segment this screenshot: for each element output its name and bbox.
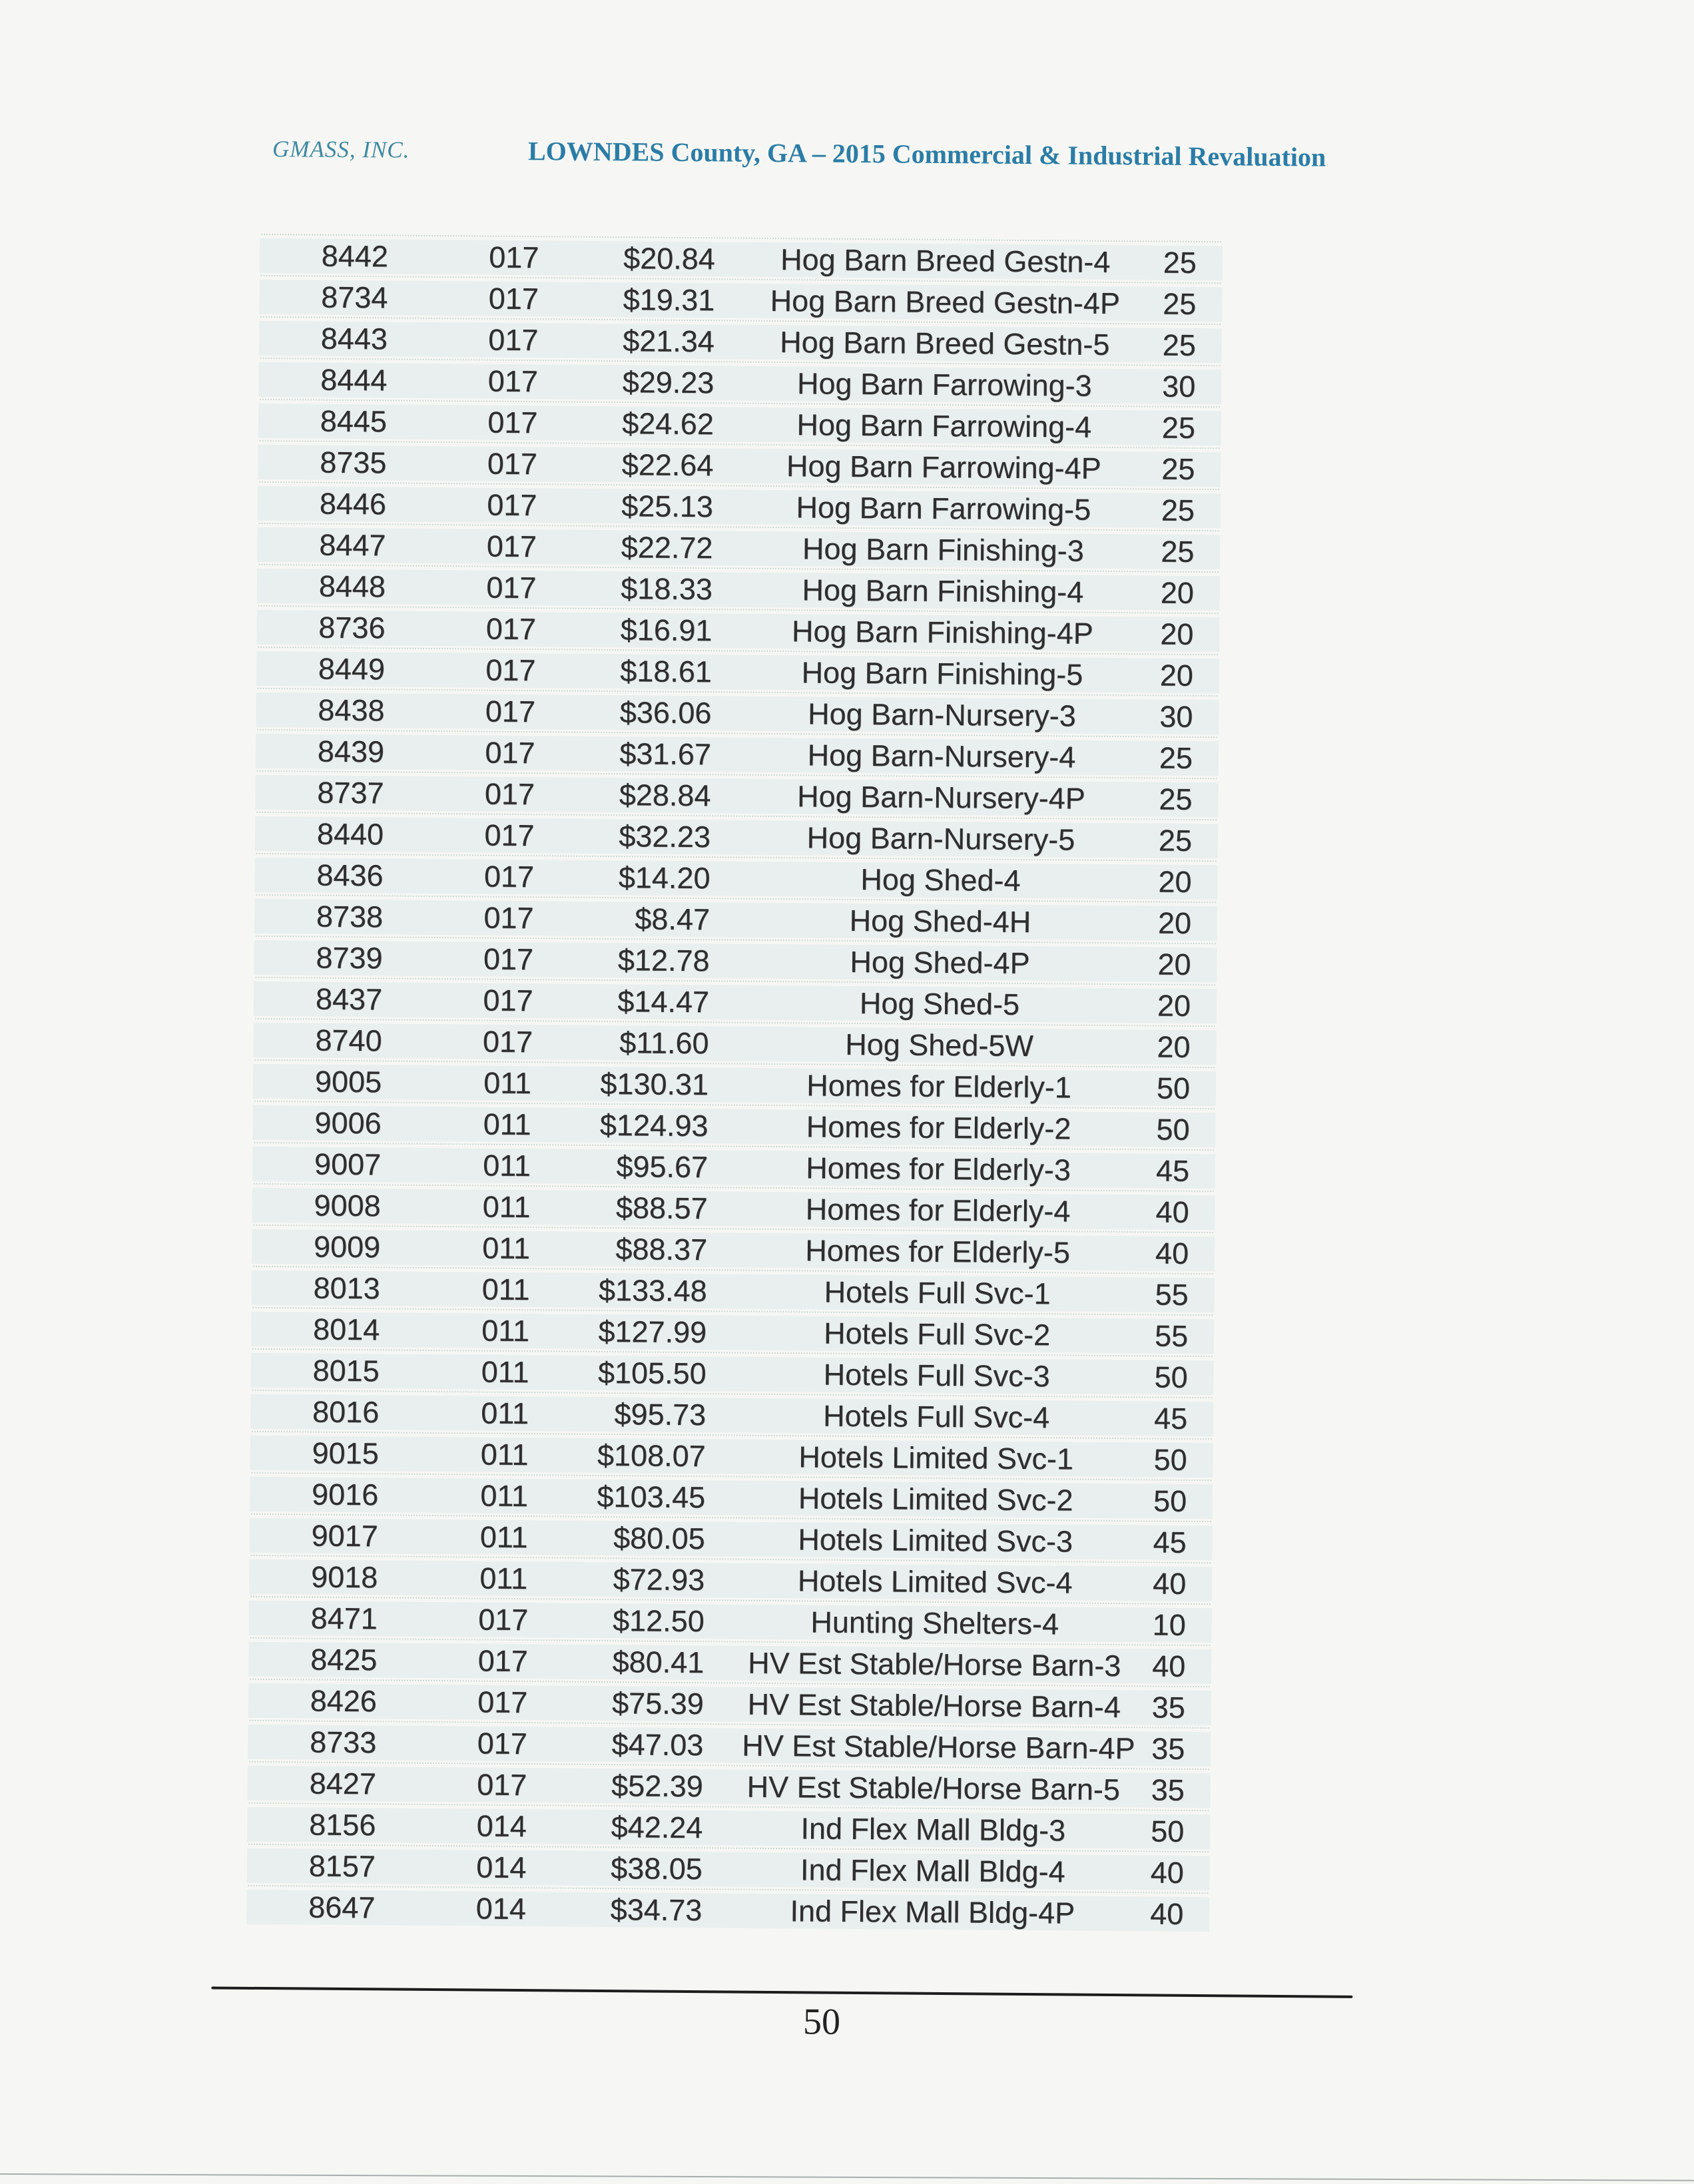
cell-description: Hog Shed-5: [859, 986, 1020, 1021]
cell-rate: $52.39: [611, 1769, 703, 1804]
cell-rate: $14.20: [618, 860, 710, 896]
table-row: [252, 1105, 1215, 1147]
cell-rate: $80.05: [613, 1521, 705, 1556]
cell-life: 20: [1160, 575, 1195, 610]
page-title: LOWNDES County, GA – 2015 Commercial & Industrial Revaluation: [527, 136, 1326, 172]
table-row: [259, 280, 1222, 322]
cell-description: Hog Barn Farrowing-3: [796, 366, 1092, 403]
cell-rate: $12.78: [617, 943, 710, 978]
cell-code: 8734: [321, 280, 388, 315]
cell-description: Hotels Limited Svc-1: [798, 1440, 1074, 1476]
cell-category: 017: [482, 1024, 533, 1059]
cell-code: 8445: [320, 404, 388, 439]
table-row: [254, 981, 1217, 1023]
cell-description: Homes for Elderly-3: [806, 1151, 1071, 1187]
table-row: [248, 1683, 1211, 1725]
cell-description: Hog Barn Breed Gestn-4: [780, 242, 1111, 279]
cell-description: Hotels Limited Svc-3: [798, 1522, 1073, 1559]
cell-code: 8014: [312, 1312, 380, 1347]
cell-life: 20: [1157, 988, 1191, 1023]
cell-life: 20: [1160, 617, 1194, 651]
table-row: [258, 362, 1221, 404]
cell-life: 40: [1150, 1855, 1185, 1890]
cell-life: 20: [1158, 864, 1192, 899]
cell-code: 8446: [319, 486, 387, 521]
cell-description: Hog Barn Finishing-3: [802, 531, 1084, 568]
cell-description: Hog Barn Finishing-4P: [791, 614, 1093, 651]
cell-rate: $72.93: [613, 1562, 705, 1597]
cell-rate: $29.23: [622, 365, 714, 400]
cell-description: Hotels Limited Svc-2: [798, 1481, 1073, 1517]
cell-description: Ind Flex Mall Bldg-4P: [790, 1894, 1075, 1930]
cell-category: 017: [477, 1602, 529, 1637]
cell-rate: $12.50: [612, 1603, 705, 1639]
table-row: [251, 1312, 1214, 1354]
cell-category: 017: [477, 1643, 528, 1679]
cell-code: 9015: [312, 1436, 379, 1471]
cell-code: 9016: [311, 1477, 379, 1512]
cell-code: 8425: [310, 1642, 378, 1677]
cell-rate: $24.62: [622, 406, 714, 441]
cell-description: Homes for Elderly-4: [805, 1192, 1071, 1228]
cell-life: 20: [1157, 947, 1191, 981]
cell-code: 8015: [312, 1353, 380, 1388]
table-row: [254, 940, 1217, 982]
cell-category: 017: [477, 1726, 528, 1761]
cell-rate: $14.47: [617, 984, 710, 1019]
table-row: [252, 1188, 1215, 1230]
table-row: [252, 1229, 1215, 1271]
cell-code: 8438: [318, 692, 385, 728]
cell-rate: $108.07: [597, 1438, 706, 1474]
table-row: [254, 858, 1217, 900]
cell-description: Hog Shed-4H: [849, 903, 1031, 940]
cell-rate: $21.34: [622, 324, 715, 359]
cell-description: Homes for Elderly-2: [806, 1109, 1071, 1146]
company-name: GMASS, INC.: [272, 136, 410, 163]
cell-rate: $22.72: [621, 530, 713, 565]
cell-code: 9006: [314, 1105, 382, 1141]
cell-life: 25: [1161, 451, 1195, 486]
cell-category: 017: [486, 529, 537, 564]
cell-rate: $95.73: [614, 1397, 706, 1432]
cell-life: 25: [1161, 493, 1195, 527]
cell-category: 011: [482, 1230, 531, 1266]
table-row: [255, 816, 1218, 858]
cell-life: 30: [1162, 369, 1196, 404]
cell-description: HV Est Stable/Horse Barn-4P: [742, 1728, 1135, 1766]
cell-code: 8448: [318, 569, 386, 604]
cell-description: Homes for Elderly-5: [805, 1233, 1071, 1270]
cell-life: 45: [1153, 1401, 1188, 1436]
table-row: [249, 1601, 1212, 1643]
cell-category: 017: [484, 776, 535, 812]
cell-category: 017: [488, 322, 539, 358]
cell-rate: $18.61: [620, 654, 712, 689]
cell-rate: $11.60: [619, 1025, 709, 1061]
cell-description: Ind Flex Mall Bldg-4: [800, 1852, 1065, 1889]
cell-life: 45: [1153, 1525, 1187, 1559]
cell-rate: $16.91: [620, 613, 712, 648]
cell-category: 017: [485, 694, 536, 729]
cell-rate: $36.06: [619, 695, 712, 730]
cell-category: 017: [483, 900, 534, 936]
cell-code: 9009: [313, 1229, 381, 1264]
cell-description: Hunting Shelters-4: [810, 1605, 1059, 1641]
table-row: [260, 238, 1223, 280]
table-row: [247, 1848, 1210, 1890]
cell-description: Hog Barn-Nursery-4: [807, 738, 1076, 774]
cell-category: 017: [486, 570, 537, 605]
table-row: [256, 610, 1219, 652]
cell-rate: $38.05: [610, 1851, 703, 1886]
cell-category: 017: [487, 446, 538, 481]
cell-rate: $105.50: [597, 1355, 706, 1391]
cell-life: 25: [1159, 740, 1193, 775]
cell-code: 8440: [316, 816, 384, 852]
cell-code: 8737: [317, 775, 384, 810]
cell-rate: $124.93: [599, 1107, 708, 1143]
cell-category: 011: [479, 1561, 528, 1596]
cell-code: 8016: [312, 1394, 380, 1430]
cell-life: 55: [1155, 1277, 1189, 1312]
table-row: [258, 486, 1221, 528]
page-number: 50: [802, 2001, 841, 2043]
cell-code: 8443: [320, 321, 388, 356]
cell-rate: $133.48: [598, 1272, 707, 1308]
cell-life: 25: [1158, 823, 1193, 858]
cell-code: 8439: [317, 734, 385, 769]
cell-rate: $34.73: [610, 1892, 703, 1928]
cell-code: 8013: [313, 1270, 380, 1306]
cell-description: Hog Barn Farrowing-4: [796, 408, 1092, 444]
cell-code: 8736: [318, 610, 386, 645]
cell-category: 017: [483, 859, 535, 894]
cell-code: 8733: [310, 1725, 377, 1760]
cell-rate: $19.31: [623, 282, 715, 318]
cell-rate: $80.41: [612, 1645, 705, 1680]
cell-code: 8156: [309, 1807, 376, 1842]
cell-life: 55: [1154, 1318, 1189, 1353]
cell-code: 8449: [318, 651, 386, 686]
cell-category: 011: [483, 1148, 531, 1183]
table-row: [250, 1477, 1213, 1519]
table-row: [259, 321, 1222, 363]
cell-rate: $127.99: [598, 1314, 707, 1350]
cell-code: 9018: [310, 1559, 378, 1595]
cell-description: Hog Barn-Nursery-4P: [796, 779, 1085, 816]
table-row: [250, 1394, 1213, 1436]
table-row: [255, 775, 1218, 817]
cell-category: 011: [481, 1354, 529, 1390]
cell-category: 014: [476, 1850, 527, 1885]
table-row: [256, 651, 1219, 693]
cell-life: 50: [1156, 1071, 1191, 1105]
cell-life: 20: [1157, 906, 1192, 940]
table-row: [251, 1270, 1214, 1312]
table-row: [257, 569, 1220, 611]
cell-rate: $20.84: [623, 241, 715, 276]
cell-code: 8442: [321, 238, 389, 274]
cell-category: 017: [487, 405, 538, 440]
cell-category: 011: [481, 1313, 530, 1348]
table-row: [258, 404, 1221, 445]
table-row: [250, 1436, 1213, 1478]
cell-description: Hotels Full Svc-4: [822, 1398, 1050, 1435]
cell-life: 25: [1161, 534, 1195, 569]
cell-category: 017: [488, 281, 539, 316]
cell-description: Hog Barn Finishing-4: [802, 573, 1084, 609]
cell-rate: $47.03: [611, 1727, 704, 1763]
table-row: [248, 1642, 1211, 1684]
cell-code: 8444: [320, 362, 388, 398]
cell-rate: $130.31: [600, 1066, 709, 1102]
cell-description: Homes for Elderly-1: [806, 1068, 1072, 1105]
cell-rate: $18.33: [621, 571, 713, 607]
cell-code: 8647: [308, 1890, 376, 1925]
cell-life: 40: [1155, 1195, 1189, 1229]
cell-description: Hog Barn-Nursery-5: [806, 820, 1075, 857]
table-row: [248, 1725, 1211, 1767]
cell-code: 8436: [316, 858, 384, 893]
cell-code: 8738: [316, 899, 384, 934]
cell-category: 017: [477, 1767, 527, 1802]
table-row: [258, 445, 1221, 487]
cell-category: 011: [479, 1519, 528, 1555]
cell-category: 011: [481, 1396, 529, 1431]
cell-rate: $28.84: [619, 778, 711, 813]
cell-description: HV Est Stable/Horse Barn-4: [747, 1687, 1121, 1725]
cell-life: 50: [1156, 1112, 1190, 1147]
cell-description: Hog Barn-Nursery-3: [807, 696, 1076, 733]
table-row: [247, 1807, 1210, 1849]
cell-code: 8437: [315, 981, 383, 1017]
cell-code: 8471: [310, 1601, 378, 1636]
cell-life: 35: [1151, 1773, 1185, 1807]
cell-category: 017: [477, 1685, 528, 1720]
footer-divider: [211, 1986, 1352, 1998]
table-row: [253, 1064, 1216, 1106]
cell-category: 011: [481, 1272, 530, 1307]
cell-code: 9008: [314, 1188, 381, 1223]
cell-code: 8447: [319, 527, 386, 563]
table-row: [252, 1147, 1215, 1189]
table-row: [253, 1023, 1216, 1065]
cell-category: 011: [482, 1189, 531, 1225]
cell-life: 40: [1155, 1236, 1189, 1270]
cell-category: 017: [483, 942, 534, 977]
cell-life: 20: [1157, 1029, 1191, 1064]
cell-life: 25: [1163, 286, 1197, 321]
cell-life: 35: [1151, 1731, 1185, 1766]
table-row: [249, 1559, 1212, 1601]
cell-category: 011: [480, 1478, 529, 1513]
cell-description: Hotels Limited Svc-4: [797, 1563, 1073, 1600]
cell-code: 9017: [311, 1518, 378, 1553]
cell-category: 017: [487, 364, 539, 399]
cell-description: Hog Shed-4P: [850, 944, 1030, 981]
cell-life: 25: [1159, 782, 1193, 816]
cell-life: 25: [1163, 245, 1197, 280]
cell-code: 8427: [309, 1766, 377, 1801]
cell-category: 014: [476, 1808, 527, 1844]
cell-description: Hog Barn Breed Gestn-5: [779, 325, 1110, 362]
table-row: [256, 734, 1219, 776]
cell-category: 011: [483, 1107, 531, 1142]
cell-rate: $8.47: [635, 902, 710, 937]
table-row: [254, 899, 1217, 941]
cell-life: 20: [1159, 658, 1194, 692]
cell-rate: $42.24: [611, 1810, 703, 1845]
cell-description: Hog Barn Farrowing-4P: [786, 449, 1101, 485]
cell-category: 017: [485, 653, 536, 688]
cell-code: 8735: [320, 445, 387, 480]
cell-rate: $103.45: [597, 1479, 706, 1515]
cell-description: Hog Barn Finishing-5: [801, 655, 1083, 692]
cell-life: 10: [1152, 1607, 1186, 1642]
cell-category: 017: [485, 611, 537, 647]
cell-life: 40: [1152, 1566, 1187, 1601]
cell-life: 50: [1154, 1360, 1188, 1394]
cell-life: 50: [1153, 1484, 1187, 1518]
cell-description: Ind Flex Mall Bldg-3: [800, 1811, 1066, 1848]
cell-category: 017: [485, 735, 535, 770]
cell-category: 017: [483, 983, 533, 1018]
cell-category: 017: [484, 818, 535, 853]
cell-code: 8740: [315, 1023, 382, 1058]
cell-category: 017: [489, 240, 539, 275]
cell-description: Hog Barn Breed Gestn-4P: [770, 283, 1121, 321]
cell-rate: $31.67: [619, 736, 712, 772]
cell-code: 8426: [310, 1683, 378, 1719]
cell-life: 50: [1153, 1442, 1187, 1477]
table-row: [250, 1353, 1213, 1395]
table-row: [256, 692, 1219, 734]
cell-code: 9005: [314, 1064, 382, 1099]
cell-category: 014: [475, 1891, 527, 1926]
cell-rate: $32.23: [619, 819, 711, 854]
cell-code: 8739: [316, 940, 383, 975]
cell-rate: $22.64: [621, 447, 714, 483]
table-row: [257, 527, 1220, 569]
cell-life: 50: [1151, 1814, 1185, 1848]
cell-life: 40: [1151, 1649, 1186, 1683]
cell-description: Hog Shed-4: [860, 862, 1021, 898]
cell-life: 30: [1159, 699, 1193, 734]
cell-description: Hotels Full Svc-2: [823, 1316, 1051, 1352]
table-row: [250, 1518, 1213, 1560]
table-row: [248, 1766, 1211, 1808]
cell-life: 35: [1151, 1690, 1185, 1725]
cell-life: 25: [1162, 328, 1197, 362]
cell-rate: $88.57: [615, 1191, 708, 1226]
cell-description: Hotels Full Svc-1: [824, 1274, 1051, 1311]
cell-category: 017: [487, 487, 537, 523]
cell-rate: $75.39: [611, 1686, 704, 1721]
cell-life: 45: [1155, 1153, 1190, 1188]
cell-description: HV Est Stable/Horse Barn-5: [746, 1769, 1121, 1807]
cell-description: HV Est Stable/Horse Barn-3: [747, 1645, 1121, 1683]
valuation-rate-table: [246, 238, 1223, 1938]
cell-rate: $25.13: [621, 489, 714, 524]
cell-category: 011: [480, 1437, 529, 1472]
cell-description: Hog Barn Farrowing-5: [796, 490, 1091, 527]
cell-code: 8157: [308, 1848, 376, 1884]
cell-rate: $95.67: [616, 1149, 708, 1185]
cell-description: Hotels Full Svc-3: [823, 1357, 1050, 1394]
cell-code: 9007: [314, 1147, 382, 1182]
cell-description: Hog Shed-5W: [845, 1027, 1034, 1063]
cell-life: 25: [1161, 410, 1196, 445]
cell-life: 40: [1150, 1896, 1184, 1931]
cell-category: 011: [483, 1065, 532, 1101]
table-row: [246, 1890, 1209, 1932]
cell-rate: $88.37: [615, 1232, 708, 1267]
